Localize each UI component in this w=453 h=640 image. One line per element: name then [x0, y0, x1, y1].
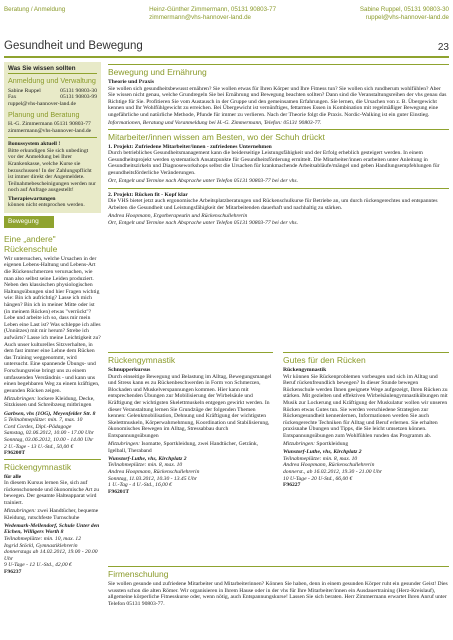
rgym-code: F96237 [4, 569, 22, 576]
left-column [4, 62, 101, 576]
anmeldung-heading: Anmeldung und Verwaltung [8, 76, 96, 86]
rueckenschule-lead: Cord Cordes, Dipl.-Pädagoge [4, 423, 72, 430]
be-heading: Bewegung und Ernährung [108, 64, 449, 77]
anmeldung-email[interactable]: ruppel@vhs-hannover-land.de [8, 100, 76, 107]
gr-places: Teilnahmeplätze: min. 8, max. 10 [283, 455, 358, 462]
rueckenschule-mitbringen [4, 396, 101, 409]
ma-heading: Mitarbeiter/innen wissen am Besten, wo der Schuh drückt [108, 129, 449, 142]
firmenschulung-block [108, 564, 449, 609]
fax-row [8, 94, 97, 101]
be-subtitle: Theorie und Praxis [108, 79, 154, 86]
header-center-line-1: Heinz-Günther Zimmermann, 05131 90803-77 [149, 6, 277, 13]
header-left: Beratung / Anmeldung [4, 6, 66, 13]
fax-value: 05131 90803-99 [60, 94, 97, 101]
rueckenschule-code: F96200T [4, 450, 26, 457]
bonus-text: Bitte erkundigen Sie sich unbedingt vor der Anmeldung bei Ihrer Krankenkasse, welche Kurse sie bezuschussen! In der Zahlungspflicht ist immer direkt der Angemeldete. Teilnahmebescheinigungen werden nur noch auf Anfrage ausgestellt! [8, 147, 96, 194]
anmeldung-name: Sabine Ruppel [8, 87, 41, 94]
rueckenschule-date-2: Sonntag, 03.06.2012, 10.00 - 14.00 Uhr [4, 436, 94, 443]
anmeldung-row [8, 88, 97, 95]
fs-heading: Firmenschulung [108, 566, 449, 579]
rgym-heading: Rückengymnastik [4, 459, 101, 472]
mitbringen-label: Mitzubringen: [4, 508, 37, 515]
fs-text: Sie wollen gesunde und zufriedene Mitarbeiter und Mitarbeiterinnen? Können Sie haben, denn in einem gesunden Körper ruht ein gesunder Geist! Dies wussten schon die alten Römer. Wir organisieren in Ihrem Hause oder in der vhs für Ihre Mitarbeiter/innen ein Ausdauertraining (Herz-Kreislauf), allgemeine körperliche Fitnesskurse oder, wenn nötig, auch Entspannungskurse! Lassen Sie sich beraten. Herr Zimmermann erwartet Ihren Anruf unter Telefon 05131 90803-77. [108, 581, 448, 607]
gr-mitbringen [283, 441, 449, 448]
ma-project-2-lead: Andrea Hoopmann, Ergotherapeutin und Rückenschullehrerin [108, 213, 248, 220]
mitbringen-value: lockere Kleidung, Decke, Sitzkissen und Schreibzeug mitbringen [4, 395, 95, 409]
rg-mitbringen [108, 441, 273, 454]
page-number: 23 [437, 42, 449, 54]
mitbringen-value: zwei Handtücher, bequeme Kleidung, rutschfeste Turnschuhe [4, 508, 99, 521]
anmeldung-phone: 05131 90803-30 [60, 87, 97, 94]
ma-project-2-text: Die VHS bietet jetzt auch ergonomische Arbeitsplatzberatungen und Rückenschulkurse für Betriebe an, um durch rückengerechtes und entspanntes Arbeiten die Gesundheit und Leistungsfähigkeit der Mitarbeitenden dauerhaft und nachhaltig zu stärken. [108, 198, 438, 211]
header-right [360, 6, 449, 28]
gr-text: Wir können Sie Rückenproblemen vorbeugen und sich im Alltag und Beruf rückenfreundlich bewegen? In dieser Stunde bewegen Rückenschule werden Ihnen geeignete Wege aufgezeigt, Ihren Rücken zu stärken. Mit gezielten und effektiven Wirbelsäulengymnastikübungen mit Musik zur Lockerung und Kräftigung der Muskulatur wollen wir unseren Rücken etwas Gutes tun. Sie werden verschiedene Strategien zur Rückengesundheit kennenlernen, Informationen werden Sie auch rückengerechte Techniken für Alltag und Beruf erlernen. Sie erhalten praxisnahe Übungen und Tipps, die Sie leicht umsetzen können. Entspannungsübungen zum Wohlfühlen runden das Programm ab. [283, 373, 448, 439]
planung-contact: H.-G. Zimmermann 05131 90803-77 [8, 121, 91, 128]
rueckenschule-text: Wir untersuchen, welche Ursachen in der eigenen Lebens-Haltung und Lebens-Art die Rückenschmerzen verursachen, wie man also selbst seine Leiden produziert. Neben den klassischen physiologischen Haltungsübungen sind hier Fragen wichtig wie: Bin ich aufrichtig? Lasse ich mich hängen? Bin ich in meiner Mitte oder ist (in meinem Rücken) etwas "verrückt"? Lebe und arbeite ich so, dass mir mein Leben eine Last ist? Was schleppe ich alles (Unnützes) mit mir herum? Strebe ich aufwärts? Lasse ich meine Leichtigkeit zu? Auch unser kulturelles Sitzverhalten, in dem fast immer eine Lehne dem Rücken das Training weggenommt, wird untersucht. Eine spannende Übungs- und Forschungsreise bringt uns zu einem umfassenden Verständnis - und kann uns einen begehbaren Weg zu einem kräftigen, gesunden Rücken zeigen. [4, 255, 101, 394]
rg-places: Teilnahmeplätze: min. 8, max. 10 [108, 462, 183, 469]
rgym-subtitle: für alle [4, 473, 22, 480]
gr-heading: Gutes für den Rücken [283, 352, 449, 365]
rueckenschule-places: 5 Teilnahmeplätze: min. 7, max. 10 [4, 417, 83, 424]
title-bar [4, 40, 449, 58]
header-right-line-1: Sabine Ruppel, 05131 90803-30 [359, 6, 449, 13]
thera-heading: Therapiewartungen [8, 195, 56, 202]
rg-code: F96201T [108, 488, 130, 495]
rgym-lead: Ingrid Stöckl, Gymnastiklehrerin [4, 542, 78, 549]
rgym-date: donnerstags ab 14.02.2012, 19.00 - 20.00 Uhr [4, 549, 98, 562]
rueckenschule-date-1: Samstag, 02.06.2012, 10.00 - 17.00 Uhr [4, 430, 94, 437]
ma-project-2-heading: 2. Projekt: Rücken fit - Kopf klar [108, 191, 188, 198]
mitbringen-label: Mitzubringen: [108, 441, 141, 448]
mitbringen-label: Mitzubringen: [4, 395, 37, 402]
rg-fee: 1 U.-Tag - 4 U.-Std., 16,00 € [108, 482, 172, 489]
right-column [283, 350, 449, 489]
page-header [4, 6, 449, 28]
rueckenschule-fee: 2 U.-Tage - 13 U.-Std., 50,00 € [4, 443, 74, 450]
gr-fee: 10 U-Tage - 20 U-Std., 66,00 € [283, 475, 353, 482]
ma-project-2-note: Ort, Entgelt und Termine nach Absprache unter Telefon 05131 90803-77 bei der vhs. [108, 219, 298, 226]
rgym-fee: 9 U-Tage - 12 U.-Std., 42,00 € [4, 562, 72, 569]
rg-location: Wunstorf-Luthe, vhs, Kirchplatz 2 [108, 455, 187, 462]
rg-lead: Andrea Hoopmann, Rückenschullehrerin [108, 468, 200, 475]
rgym-location: Wedemark-Mellendorf, Schule Unter den Eichen, Willigers Worth 8 [4, 522, 100, 536]
mitbringen-value: Isomatte, Sportkleidung, zwei Handtücher, Getränk, Igelball, Theraband [108, 441, 259, 454]
ma-project-1-note: Ort, Entgelt und Termine nach Absprache unter Telefon 05131 90803-77 bei der vhs. [108, 178, 298, 185]
gr-subtitle: Rückengymnastik [283, 367, 327, 374]
info-box [4, 62, 101, 213]
be-text: Sie wollen sich gesundheitsbewusst ernähren? Sie wollen etwas für Ihren Körper und Ihre Fitness tun? Sie wollen sich rundherum wohlfühlen? Aber Sie wissen nicht genau, welche Grundregeln Sie bei Ernährung und Bewegung beachten sollten? Dann sind die Veranstaltungsreihen der vhs genau das Richtige für Sie. Profitieren Sie vom Austausch in der Gruppe und den gemeinsamen Erfahrungen. Sie lernen, die Ursachen von z. B. Übergewicht kennen und Ihr Wohlfühlgewicht zu erreichen. Bei Übergewicht ist vernünftiges, fettarmes Essen in Kombination mit regelmäßiger Bewegung eine ungefährliche und natürliche Methode, Pfunde für immer zu verlieren. Nach der Theorie folgt die Praxis. Nordic-Walking ist ein guter Einstieg. [108, 85, 447, 118]
rgym-text: In diesem Kursus lernen Sie, sich auf rückenschonende und ökonomische Art zu bewegen. Der gesamte Halteapparat wird trainiert. [4, 480, 100, 507]
rueckenschule-heading: Eine „andere" Rückenschule [4, 233, 58, 254]
fax-label: Fax [8, 94, 17, 101]
divider [108, 188, 449, 189]
wide-block [108, 62, 449, 228]
header-center [149, 6, 276, 28]
planung-heading: Planung und Beratung [8, 109, 80, 119]
header-right-line-2: ruppel@vhs-hannover-land.de [365, 13, 449, 21]
header-center-line-2: zimmermann@vhs-hannover-land.de [149, 13, 251, 21]
gr-location: Wunstorf-Luthe, vhs, Kirchplatz 2 [283, 449, 362, 456]
rg-date: Sonntag, 11.03.2012, 10.30 - 13.45 Uhr [108, 475, 197, 482]
rg-heading: Rückengymnastik [108, 352, 273, 365]
page-title: Gesundheit und Bewegung [4, 40, 143, 53]
rg-subtitle: Schnupperkursus [108, 367, 151, 374]
ma-project-1-heading: 1. Projekt: Zufriedene Mitarbeiter/innen - zufriedenes Unternehmen [108, 143, 272, 150]
middle-column [108, 350, 273, 495]
gr-date: donnerst., ab 16.02.2012, 19.30 - 21.00 Uhr [283, 468, 382, 475]
ma-project-1-text: Durch betriebliches Gesundheitsmanagement kann die beiderseitige Leistungsfähigkeit und der Erfolg erheblich gesteigert werden. In einem Gesundheitsprojekt werden systematisch Ansatzpunkte für Gesundheitsförderung ermittelt. Die Mitarbeiter/innen erarbeiten unter Anleitung in Gesundheitszirkeln und Diagnoseworkshops selbst die Ursachen für krankmachende Arbeitsabläufe/mängel und geben Handlungsempfehlungen für gesundheitsförderliche Veränderungen. [108, 150, 440, 177]
be-info: Informationen, Beratung und Voranmeldung bei H.-G. Zimmermann, Telefon: 05131 90803-77. [108, 120, 322, 127]
divider [8, 137, 97, 138]
rgym-places: Teilnahmeplätze: min. 10, max. 12 [4, 536, 82, 543]
bonus-heading: Bonussystem aktuell ! [8, 141, 61, 148]
bewegung-tag: Bewegung [4, 216, 54, 228]
mitbringen-label: Mitzubringen: [283, 441, 316, 448]
rg-text: Durch einseitige Bewegung und Belastung im Alltag, Bewegungsmangel und Stress kann es zu Rückenbeschwerden in Form von Schmerzen, Blockaden und Muskelverspannungen kommen. Hier kann mit entsprechenden Übungen zur Mobilisierung der Wirbelsäule und Kräftigung der wichtigsten Skelettmuskeln entgegen gewirkt werden. In dieser Veranstaltung lernen Sie Grundzüge der folgenden Themen kennen: Gelenkmobilisation, Dehnung und Kräftigung der wichtigsten Skelettmuskeln, Körperwahrnehmung, Koordination und Stabilisierung, ökonomisches Bewegen im Alltag, Stressabbau durch Entspannungsübungen [108, 373, 272, 439]
rgym-mitbringen [4, 508, 101, 521]
planung-email[interactable]: zimmermann@vhs-hannover-land.de [8, 127, 92, 134]
gr-code: F96227 [283, 482, 301, 489]
mitbringen-value: Sportkleidung [316, 441, 349, 448]
gr-lead: Andrea Hoopmann, Rückenschullehrerin [283, 462, 375, 469]
thera-text: können nicht entsprochen werden. [8, 202, 85, 209]
info-title: Was Sie wissen sollten [8, 65, 97, 74]
rueckenschule-location: Garbsen, vhs (1OG), Meyenfelder Str. 8 [4, 410, 96, 417]
